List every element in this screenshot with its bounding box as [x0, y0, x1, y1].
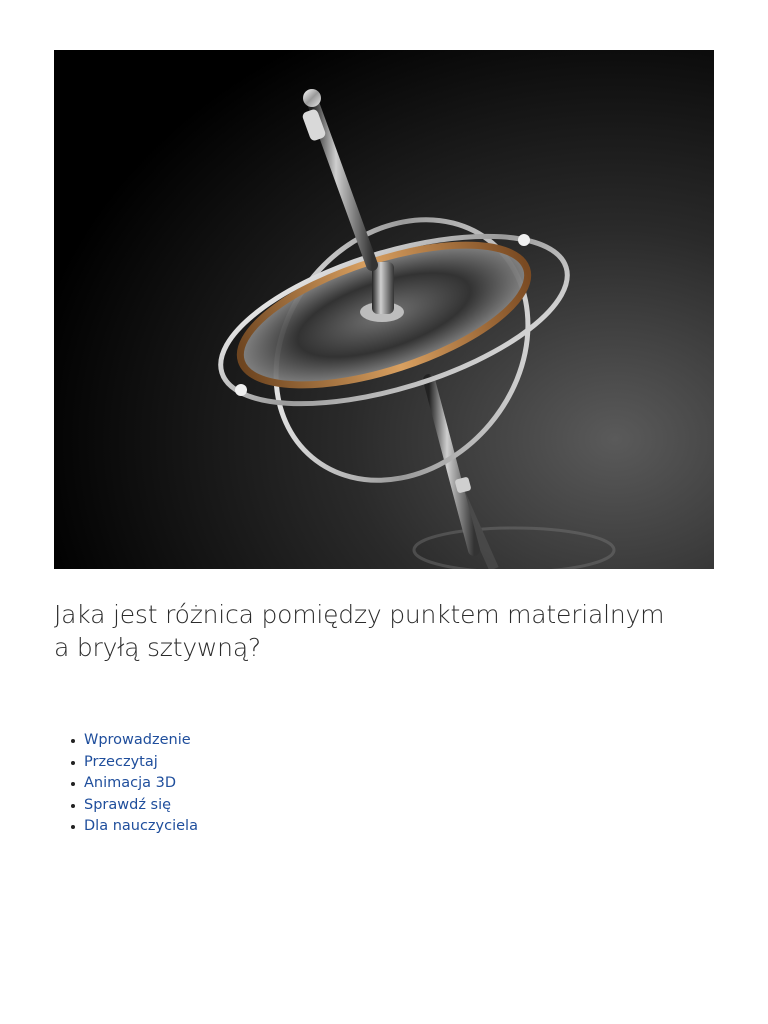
toc-item-przeczytaj: [84, 752, 198, 774]
gyroscope-illustration: [54, 50, 714, 569]
toc-link-animacja-3d[interactable]: Animacja 3D: [84, 775, 177, 791]
toc-link-wprowadzenie[interactable]: Wprowadzenie: [84, 732, 191, 748]
toc-link-sprawdz-sie[interactable]: Sprawdź się: [84, 796, 172, 813]
page-title-line-2: a bryłą sztywną?: [54, 633, 262, 662]
toc-link-przeczytaj[interactable]: Przeczytaj: [84, 753, 158, 770]
toc-item-sprawdz-sie: [84, 795, 198, 817]
table-of-contents: [84, 730, 198, 838]
page-title: [54, 598, 714, 664]
toc-link-dla-nauczyciela[interactable]: Dla nauczyciela: [84, 818, 198, 834]
toc-item-dla-nauczyciela: [84, 816, 198, 838]
toc-item-wprowadzenie: [84, 730, 198, 752]
hero-image: [54, 50, 714, 569]
toc-item-animacja-3d: [84, 773, 198, 795]
page-title-line-1: Jaka jest różnica pomiędzy punktem materialnym: [54, 600, 665, 629]
